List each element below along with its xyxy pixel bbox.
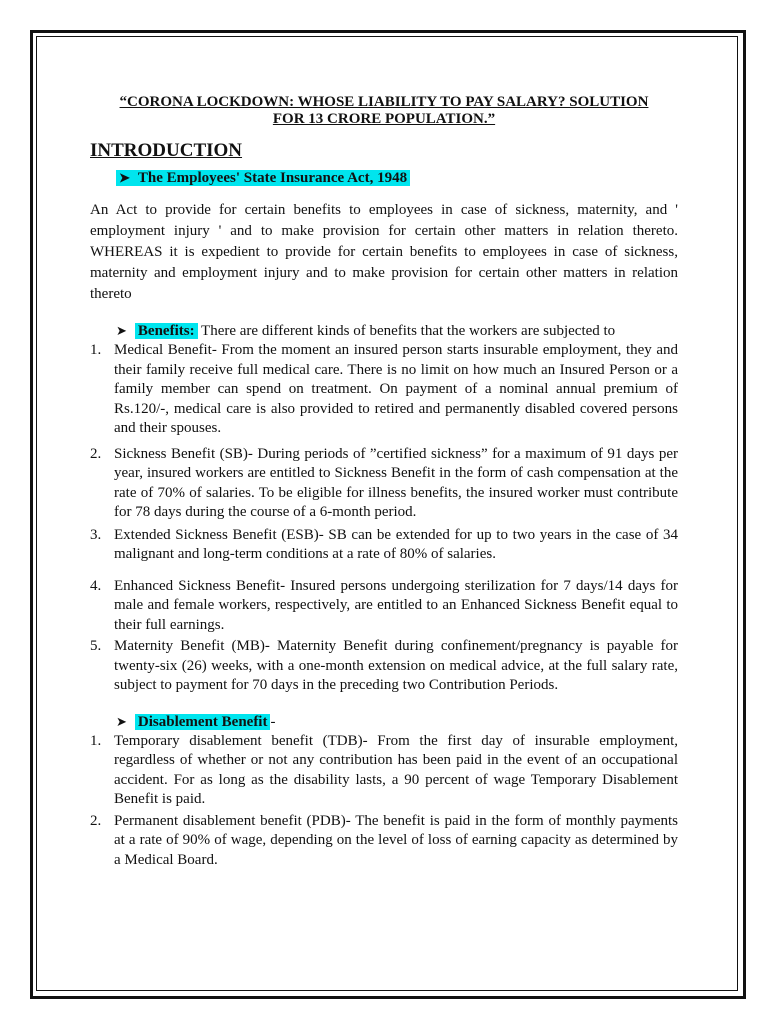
title-line-1: “CORONA LOCKDOWN: WHOSE LIABILITY TO PAY SALARY? SOLUTION bbox=[119, 94, 649, 110]
document-title bbox=[90, 94, 678, 128]
list-item-number: 1. bbox=[90, 732, 102, 749]
title-line-2: FOR 13 CRORE POPULATION.” bbox=[272, 111, 496, 127]
list-item-text: Enhanced Sickness Benefit- Insured persons undergoing sterilization for 7 days/14 days for male and female workers, respectively, are entitled to an Enhanced Sickness Benefit equal to their full earnings. bbox=[114, 577, 678, 633]
arrow-bullet-icon: ➤ bbox=[116, 713, 127, 729]
act-heading: The Employees' State Insurance Act, 1948 bbox=[137, 170, 408, 186]
disablement-suffix: - bbox=[270, 713, 276, 730]
benefits-heading-row bbox=[116, 321, 678, 341]
list-item bbox=[90, 637, 678, 696]
list-item bbox=[90, 812, 678, 871]
list-item bbox=[90, 341, 678, 439]
list-item bbox=[90, 732, 678, 810]
list-item-number: 2. bbox=[90, 812, 102, 829]
list-item-text: Permanent disablement benefit (PDB)- The benefit is paid in the form of monthly payments at a rate of 90% of wage, depending on the level of loss of earning capacity as determined by a Medical Board. bbox=[114, 812, 678, 868]
list-item-number: 4. bbox=[90, 577, 102, 594]
benefits-label: Benefits: bbox=[135, 323, 198, 339]
list-item bbox=[90, 577, 678, 636]
list-item-number: 2. bbox=[90, 445, 102, 462]
document-body bbox=[90, 94, 678, 870]
list-item-number: 5. bbox=[90, 638, 102, 654]
disablement-heading-row bbox=[116, 712, 678, 732]
list-item-text: Medical Benefit- From the moment an insured person starts insurable employment, they and their family receive full medical care. There is no limit on how much an Insured Person or a family member can spend on treatment. On payment of a nominal annual premium of Rs.120/-, medical care is also provided to retired and permanently disabled covered persons and their spouses. bbox=[114, 342, 678, 436]
list-item bbox=[90, 526, 678, 565]
arrow-bullet-icon: ➤ bbox=[116, 323, 127, 338]
list-item-text: Sickness Benefit (SB)- During periods of ”certified sickness” for a maximum of 91 days per year, insured workers are entitled to Sickness Benefit in the form of cash compensation at the rate of 70% of salaries. To be eligible for illness benefits, the insured worker must contribute for 78 days during the course of a 6-month period. bbox=[114, 445, 678, 520]
act-heading-row bbox=[116, 168, 678, 188]
disablement-label: Disablement Benefit bbox=[135, 714, 271, 730]
list-item bbox=[90, 445, 678, 523]
act-heading-highlight bbox=[116, 170, 410, 186]
list-item-number: 3. bbox=[90, 526, 102, 543]
benefits-intro-text: There are different kinds of benefits that the workers are subjected to bbox=[197, 323, 616, 339]
introduction-heading: INTRODUCTION bbox=[90, 140, 243, 161]
list-item-text: Temporary disablement benefit (TDB)- From the first day of insurable employment, regardless of whether or not any contribution has been paid in the event of an occupational accident. For as long as the disability lasts, a 90 percent of wage Temporary Disablement Benefit is paid. bbox=[114, 732, 678, 807]
arrow-bullet-icon: ➤ bbox=[119, 170, 130, 185]
list-item-number: 1. bbox=[90, 342, 102, 358]
act-paragraph: An Act to provide for certain benefits to employees in case of sickness, maternity, and ' employment injury ' and to make provision for certain other matters in relation thereto. WHEREAS it is expedient to provide for certain benefits to employees in case of sickness, maternity and employment injury and to make provision for certain other matters in relation thereto bbox=[90, 202, 678, 302]
list-item-text: Extended Sickness Benefit (ESB)- SB can be extended for up to two years in the case of 34 malignant and long-term conditions at a rate of 80% of salaries. bbox=[114, 526, 678, 562]
list-item-text: Maternity Benefit (MB)- Maternity Benefit during confinement/pregnancy is payable for twenty-six (26) weeks, with a one-month extension on medical advice, at the full salary rate, subject to payment for 70 days in the preceding two Contribution Periods. bbox=[114, 638, 678, 693]
disablement-list bbox=[90, 732, 678, 871]
benefits-list bbox=[90, 341, 678, 696]
